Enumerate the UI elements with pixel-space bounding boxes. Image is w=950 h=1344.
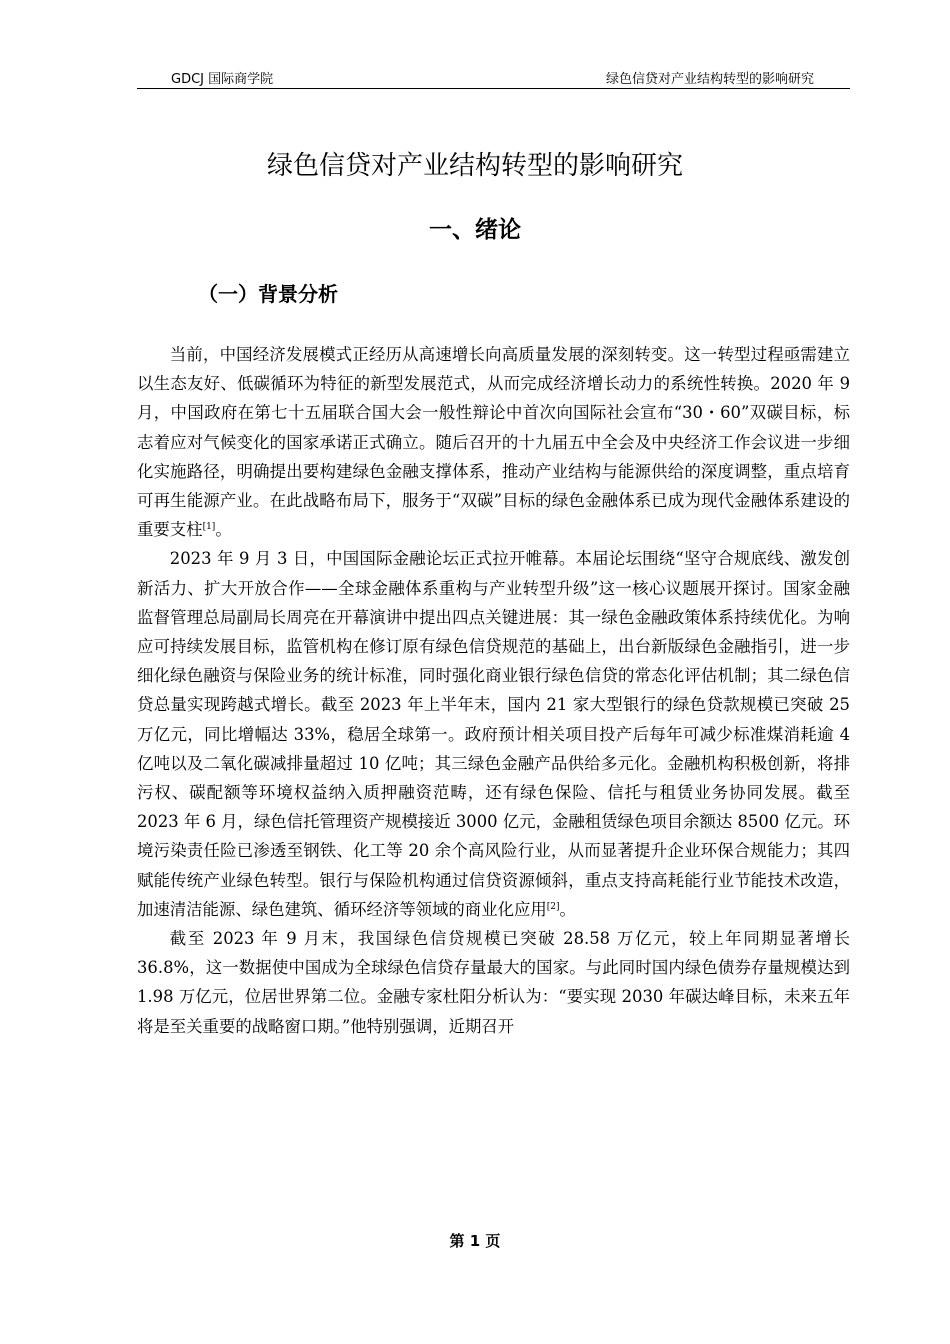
paragraph <box>137 544 850 924</box>
body-text <box>137 340 850 1041</box>
document-title: 绿色信贷对产业结构转型的影响研究 <box>266 151 683 181</box>
citation-ref: [2] <box>546 901 560 912</box>
paragraph <box>137 924 850 1041</box>
section-heading: （一）背景分析 <box>198 282 338 306</box>
paragraph-text: 截至 2023 年 9 月末，我国绿色信贷规模已突破 28.58 万亿元，较上年同期显著增长 36.8%，这一数据使中国成为全球绿色信贷存量最大的国家。与此同时国内绿色债券存量规模达到 1.98 万亿元，位居世界第二位。金融专家杜阳分析认为：“要实现 2030 年碳达峰目标，未来五年将是至关重要的战略窗口期。”他特别强调，近期召开 <box>137 929 850 1036</box>
header-institution: GDCJ 国际商学院 <box>171 72 274 87</box>
paragraph-end: 。 <box>215 520 232 540</box>
citation-ref: [1] <box>202 522 216 533</box>
page-header <box>137 66 850 89</box>
paragraph-text: 当前，中国经济发展模式正经历从高速增长向高质量发展的深刻转变。这一转型过程亟需建立以生态友好、低碳循环为特征的新型发展范式，从而完成经济增长动力的系统性转换。2020 年 9 月，中国政府在第七十五届联合国大会一般性辩论中首次向国际社会宣布“30・60”双碳目标，标志着应对气候变化的国家承诺正式确立。随后召开的十九届五中全会及中央经济工作会议进一步细化实施路径，明确提出要构建绿色金融支撑体系，推动产业结构与能源供给的深度调整，重点培育可再生能源产业。在此战略布局下，服务于“双碳”目标的绿色金融体系已成为现代金融体系建设的重要支柱 <box>137 345 850 540</box>
paragraph-end: 。 <box>559 899 576 919</box>
page-number: 第 1 页 <box>449 1232 501 1250</box>
paragraph <box>137 340 850 544</box>
header-paper-title: 绿色信贷对产业结构转型的影响研究 <box>605 72 814 87</box>
paragraph-text: 2023 年 9 月 3 日，中国国际金融论坛正式拉开帷幕。本届论坛围绕“坚守合规底线、激发创新活力、扩大开放合作——全球金融体系重构与产业转型升级”这一核心议题展开探讨。国家金融监督管理总局副局长周亮在开幕演讲中提出四点关键进展：其一绿色金融政策体系持续优化。为响应可持续发展目标，监管机构在修订原有绿色信贷规范的基础上，出台新版绿色金融指引，进一步细化绿色融资与保险业务的统计标准，同时强化商业银行绿色信贷的常态化评估机制；其二绿色信贷总量实现跨越式增长。截至 2023 年上半年末，国内 21 家大型银行的绿色贷款规模已突破 25 万亿元，同比增幅达 33%，稳居全球第一。政府预计相关项目投产后每年可减少标准煤消耗逾 4 亿吨以及二氧化碳减排量超过 10 亿吨；其三绿色金融产品供给多元化。金融机构积极创新，将排污权、碳配额等环境权益纳入质押融资范畴，还有绿色保险、信托与租赁业务协同发展。截至 2023 年 6 月，绿色信托管理资产规模接近 3000 亿元，金融租赁绿色项目余额达 8500 亿元。环境污染责任险已渗透至钢铁、化工等 20 余个高风险行业，从而显著提升企业环保合规能力；其四赋能传统产业绿色转型。银行与保险机构通过信贷资源倾斜，重点支持高耗能行业节能技术改造，加速清洁能源、绿色建筑、循环经济等领域的商业化应用 <box>137 549 850 919</box>
chapter-heading: 一、绪论 <box>429 217 521 243</box>
